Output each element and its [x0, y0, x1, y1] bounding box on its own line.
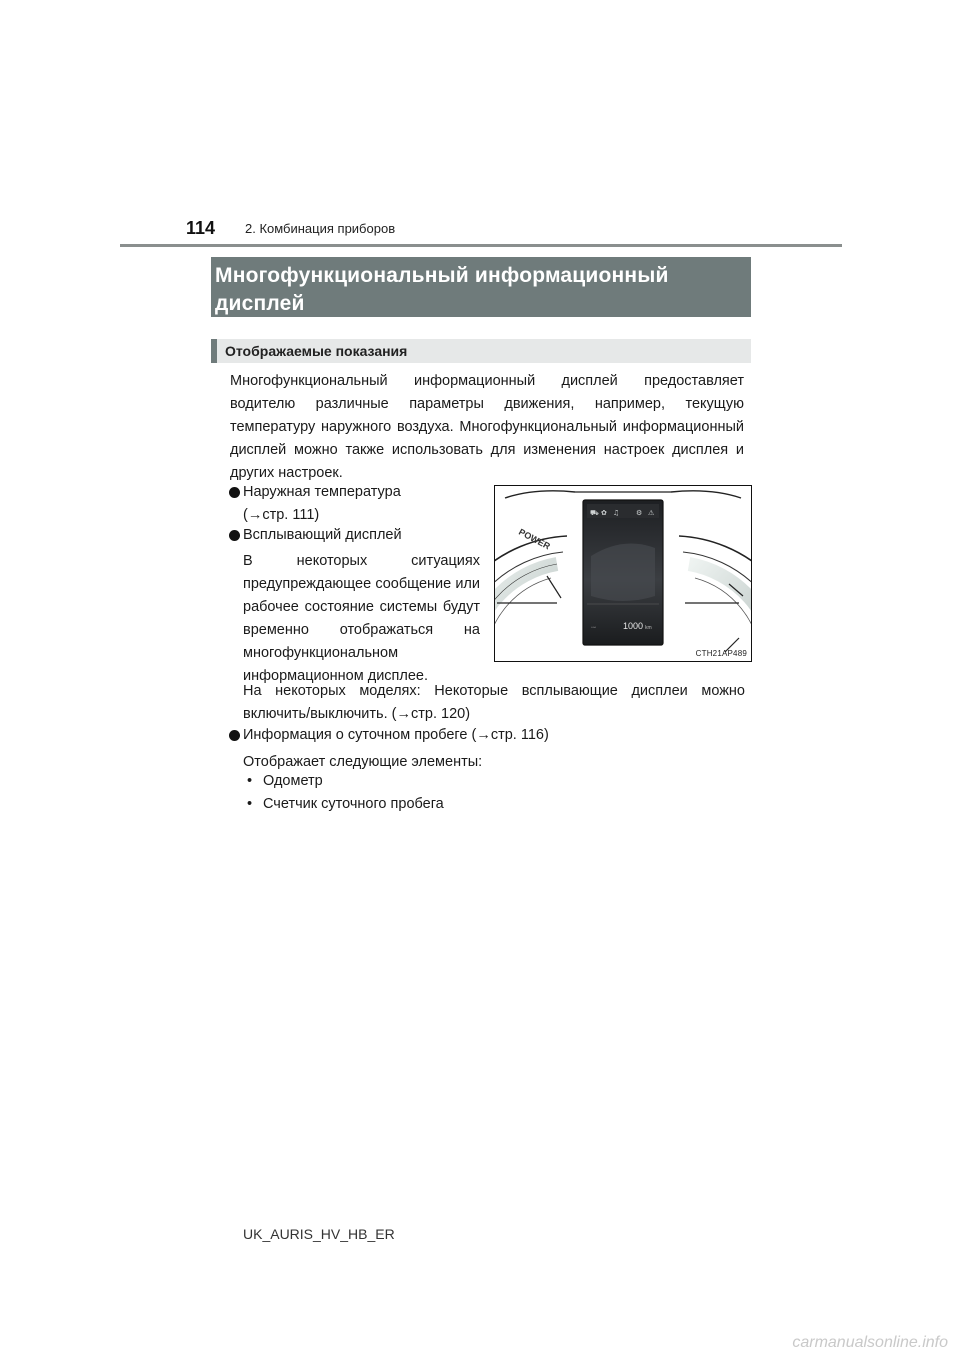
gauge-label: POWER	[517, 526, 552, 552]
odometer-unit: km	[645, 625, 652, 631]
bullet-trip	[229, 724, 749, 748]
document-id: UK_AURIS_HV_HB_ER	[243, 1226, 395, 1242]
trip-item-label: Счетчик суточного пробега	[263, 796, 444, 812]
bullet-popup	[229, 524, 469, 548]
bullet-outside-temp-ref[interactable]: (→стр. 111)	[243, 507, 320, 523]
speedometer-gauge	[679, 536, 751, 661]
bullet-dot-icon	[229, 487, 240, 498]
music-icon: ♫	[613, 509, 620, 517]
section-banner	[211, 257, 751, 317]
subsection-bar	[211, 339, 217, 363]
car-icon: ⛟	[590, 509, 599, 517]
cluster-illustration	[495, 486, 751, 661]
popup-models-note: На некоторых моделях: Некоторые всплывающие дисплеи можно включить/выключить. (→стр. 120)	[243, 683, 745, 722]
trip-item-tripmeter	[247, 793, 444, 816]
page-number: 114	[186, 218, 216, 238]
settings-icon: ⚙	[636, 509, 643, 517]
power-gauge	[495, 527, 567, 661]
section-title: Многофункциональный информационный дисплей	[215, 264, 669, 315]
popup-description: В некоторых ситуациях предупреждающее сообщение или рабочее состояние системы будут временно отображаться на многофункциональном информационном дисплее.	[243, 553, 480, 684]
odometer-value: 1000	[623, 621, 644, 631]
watermark: carmanualsonline.info	[792, 1334, 948, 1351]
bullet-popup-label: Всплывающий дисплей	[243, 527, 402, 543]
odo-indicator-icon: ▫▫▫	[591, 625, 597, 631]
trip-item-odometer	[247, 770, 323, 793]
bullet-dot-icon	[229, 530, 240, 541]
mid-screen	[583, 500, 663, 645]
running-head: 2. Комбинация приборов	[245, 221, 396, 236]
trip-intro: Отображает следующие элементы:	[243, 754, 483, 770]
sub-bullet-icon: •	[247, 773, 253, 789]
warning-icon: ⚠	[648, 509, 655, 517]
eco-icon: ✿	[601, 509, 607, 517]
subsection-title: Отображаемые показания	[225, 343, 408, 359]
bullet-dot-icon	[229, 730, 240, 741]
bullet-trip-label: Информация о суточном пробеге (→стр. 116)	[243, 727, 549, 743]
sub-bullet-icon: •	[247, 796, 253, 812]
trip-item-label: Одометр	[263, 773, 323, 789]
subsection-banner	[211, 339, 751, 363]
header-rule	[120, 244, 842, 247]
bullet-outside-temp	[229, 481, 469, 529]
intro-paragraph: Многофункциональный информационный дисплей предоставляет водителю различные параметры движения, например, текущую температуру наружного воздуха. Многофункциональный информационный дисплей можно также использовать для изменения настроек дисплея и других настроек.	[230, 373, 744, 481]
instrument-cluster-figure	[494, 485, 752, 662]
bullet-outside-temp-label: Наружная температура	[243, 484, 401, 500]
figure-code: CTH21AP489	[695, 649, 747, 658]
